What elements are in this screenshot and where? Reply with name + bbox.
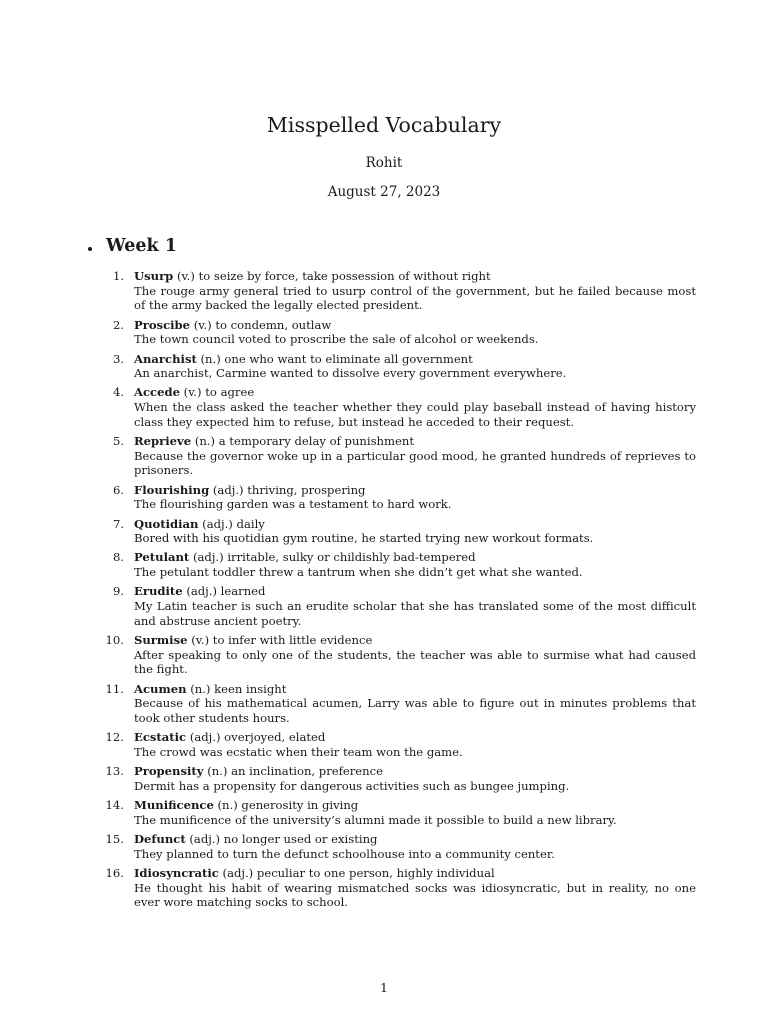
entry-word: Quotidian	[134, 516, 199, 531]
entry-part-of-speech: (adj.)	[212, 482, 244, 497]
entry-example: After speaking to only one of the students, the teacher was able to surmise what had caused the fight.	[134, 647, 696, 677]
vocabulary-entry	[100, 434, 696, 478]
vocabulary-entry	[100, 730, 696, 759]
entry-definition-line	[134, 483, 696, 498]
document-author: Rohit	[365, 155, 403, 171]
entry-word: Accede	[134, 385, 180, 400]
entry-number: 6.	[112, 482, 124, 497]
entry-definition: learned	[220, 584, 266, 599]
entry-example: When the class asked the teacher whether they could play baseball instead of having history class they expected him to refuse, but instead he acceded to their request.	[134, 400, 696, 429]
entry-part-of-speech: (adj.)	[189, 831, 221, 846]
entry-definition: keen insight	[214, 681, 287, 696]
entry-definition: to condemn, outlaw	[215, 317, 332, 332]
entry-definition-line	[134, 832, 696, 847]
entry-example: The rouge army general tried to usurp control of the government, but he failed because most of the army backed the legally elected president.	[134, 283, 696, 313]
entry-part-of-speech: (adj.)	[186, 584, 217, 599]
vocabulary-entry	[100, 483, 696, 512]
entry-definition-line	[134, 318, 696, 333]
vocabulary-entry	[100, 682, 696, 726]
entry-word: Anarchist	[134, 351, 197, 366]
entry-number: 12.	[105, 730, 124, 745]
entry-word: Surmise	[134, 632, 188, 647]
entry-example: They planned to turn the defunct schoolhouse into a community center.	[134, 846, 555, 861]
entry-word: Ecstatic	[134, 730, 187, 745]
entry-number: 9.	[112, 584, 124, 599]
entry-part-of-speech: (adj.)	[189, 730, 221, 745]
entry-number: 3.	[112, 351, 124, 366]
entry-example: He thought his habit of wearing mismatched socks was idiosyncratic, but in reality, no one ever wore matching socks to school.	[134, 880, 696, 910]
vocabulary-entry	[100, 832, 696, 861]
entry-definition-line	[134, 764, 696, 779]
entry-part-of-speech: (n.)	[190, 681, 211, 696]
entry-part-of-speech: (v.)	[193, 317, 212, 332]
entry-definition-line	[134, 517, 696, 532]
entry-definition-line	[134, 269, 696, 284]
entry-example: An anarchist, Carmine wanted to dissolve every government everywhere.	[134, 366, 567, 381]
entry-part-of-speech: (adj.)	[202, 516, 233, 531]
entry-part-of-speech: (v.)	[183, 385, 202, 400]
entry-number: 8.	[112, 550, 124, 565]
page-number: 1	[380, 980, 388, 995]
entry-number: 5.	[112, 434, 124, 449]
entry-word: Defunct	[134, 831, 186, 846]
entry-definition-line	[134, 682, 696, 697]
entry-number: 10.	[105, 632, 124, 647]
document-title: Misspelled Vocabulary	[266, 113, 502, 137]
document-date: August 27, 2023	[327, 184, 441, 200]
entry-word: Munificence	[134, 798, 214, 812]
vocabulary-entry	[100, 517, 696, 546]
entry-definition: thriving, prospering	[247, 482, 366, 497]
vocabulary-entry	[100, 633, 696, 677]
entry-definition-line	[134, 730, 696, 745]
entry-word: Proscibe	[134, 317, 191, 332]
entry-word: Propensity	[134, 764, 204, 779]
entry-number: 14.	[105, 798, 124, 812]
entry-definition: to infer with little evidence	[212, 632, 373, 647]
entry-definition-line	[134, 584, 696, 599]
entry-word: Reprieve	[134, 434, 192, 449]
entry-definition: to seize by force, take possession of without right	[198, 269, 491, 283]
entry-definition: irritable, sulky or childishly bad-tempered	[227, 550, 476, 565]
entry-example: Because of his mathematical acumen, Larry was able to figure out in minutes problems that took other students hours.	[134, 696, 696, 725]
entry-part-of-speech: (n.)	[194, 434, 216, 449]
entry-number: 11.	[105, 681, 124, 696]
entry-example: Bored with his quotidian gym routine, he started trying new workout formats.	[134, 531, 594, 546]
entry-part-of-speech: (adj.)	[222, 865, 254, 880]
entry-definition-line	[134, 352, 696, 367]
entry-word: Usurp	[134, 269, 174, 283]
entry-definition-line	[134, 866, 696, 881]
entry-number: 13.	[105, 764, 124, 779]
entry-example: The munificence of the university’s alumni made it possible to build a new library.	[134, 812, 617, 827]
vocabulary-list	[100, 269, 696, 914]
entry-number: 1.	[112, 269, 124, 283]
entry-number: 7.	[112, 516, 124, 531]
entry-example: The town council voted to proscribe the sale of alcohol or weekends.	[134, 332, 539, 347]
entry-definition: one who want to eliminate all government	[224, 351, 473, 366]
entry-definition-line	[134, 434, 696, 449]
entry-example: The petulant toddler threw a tantrum when she didn’t get what she wanted.	[134, 565, 583, 580]
entry-part-of-speech: (n.)	[217, 798, 238, 812]
entry-definition: overjoyed, elated	[224, 730, 326, 745]
section-heading	[88, 234, 177, 258]
entry-number: 15.	[105, 831, 124, 846]
vocabulary-entry	[100, 352, 696, 381]
vocabulary-entry	[100, 584, 696, 628]
entry-definition-line	[134, 798, 696, 813]
bullet-icon	[88, 247, 92, 251]
entry-part-of-speech: (v.)	[191, 632, 210, 647]
entry-word: Petulant	[134, 550, 190, 565]
vocabulary-entry	[100, 550, 696, 579]
entry-example: The crowd was ecstatic when their team won the game.	[134, 744, 463, 759]
vocabulary-entry	[100, 764, 696, 793]
entry-part-of-speech: (n.)	[207, 764, 228, 779]
entry-word: Idiosyncratic	[134, 865, 219, 880]
entry-definition: an inclination, preference	[231, 764, 383, 779]
entry-word: Erudite	[134, 584, 183, 599]
entry-number: 4.	[112, 385, 124, 400]
entry-definition: to agree	[205, 385, 255, 400]
entry-definition-line	[134, 633, 696, 648]
entry-definition: generosity in giving	[241, 798, 359, 812]
entry-definition-line	[134, 385, 696, 400]
vocabulary-entry	[100, 866, 696, 910]
entry-definition: daily	[236, 516, 265, 531]
vocabulary-entry	[100, 385, 696, 429]
entry-part-of-speech: (n.)	[200, 351, 221, 366]
entry-part-of-speech: (adj.)	[192, 550, 224, 565]
entry-number: 16.	[105, 865, 124, 880]
vocabulary-entry	[100, 798, 696, 827]
entry-example: Because the governor woke up in a particular good mood, he granted hundreds of reprieves to prisoners.	[134, 448, 696, 478]
entry-definition: a temporary delay of punishment	[218, 434, 415, 449]
entry-part-of-speech: (v.)	[176, 269, 195, 283]
entry-word: Acumen	[134, 681, 187, 696]
entry-definition-line	[134, 550, 696, 565]
vocabulary-entry	[100, 318, 696, 347]
vocabulary-entry	[100, 269, 696, 313]
entry-word: Flourishing	[134, 482, 210, 497]
entry-example: Dermit has a propensity for dangerous activities such as bungee jumping.	[134, 778, 570, 793]
section-heading-label: Week 1	[106, 236, 177, 256]
entry-example: My Latin teacher is such an erudite scholar that she has translated some of the most difficult and abstruse ancient poetry.	[134, 599, 696, 628]
entry-definition: peculiar to one person, highly individual	[256, 865, 495, 880]
entry-example: The flourishing garden was a testament to hard work.	[134, 497, 452, 512]
entry-number: 2.	[112, 317, 124, 332]
entry-definition: no longer used or existing	[223, 831, 378, 846]
